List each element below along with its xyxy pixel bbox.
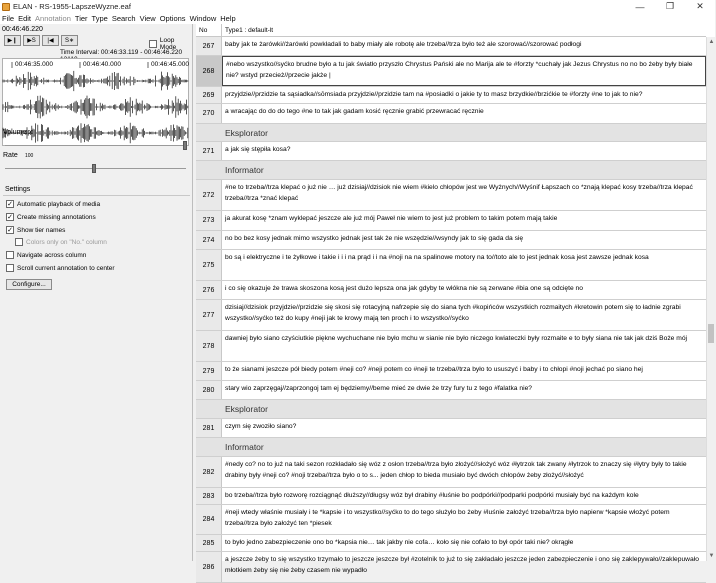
- annotation-text[interactable]: #ne to trzeba//trza klepać o już nie … już dzisiaj//dzisiok nie wiem #kielo chłopów jest we Wyżnych//Wyśnif Łapszach co *znają klepać kosy trzeba//trza klepać trzeba//trza *znać klepać: [225, 184, 695, 202]
- setting-label: Show tier names: [17, 226, 66, 234]
- setting-label: Automatic playback of media: [17, 200, 101, 208]
- annotation-row[interactable]: [196, 142, 706, 161]
- setting-option[interactable]: [6, 226, 65, 234]
- annotation-row[interactable]: [196, 362, 706, 381]
- menu-file[interactable]: File: [2, 14, 15, 23]
- scroll-down-icon[interactable]: ▼: [708, 553, 715, 559]
- row-number: [196, 400, 222, 418]
- annotation-row[interactable]: [196, 505, 706, 535]
- setting-checkbox[interactable]: ✓: [7, 226, 13, 234]
- scroll-up-icon[interactable]: ▲: [708, 39, 715, 45]
- menu-type[interactable]: Type: [91, 14, 108, 23]
- annotation-text[interactable]: to było jedno zabezpieczenie ono bo *kapsia nie… tak jakby nie cofa… koło się nie cofało to był opór taki nie? okrągłe: [225, 539, 574, 546]
- row-number: 273: [196, 211, 222, 230]
- annotation-row[interactable]: [196, 552, 706, 583]
- setting-option[interactable]: [6, 213, 96, 221]
- annotation-row[interactable]: [196, 300, 706, 331]
- row-number: 267: [196, 37, 222, 55]
- annotation-table: [196, 24, 715, 574]
- annotation-row[interactable]: [196, 104, 706, 124]
- volume-value: 100: [25, 130, 34, 136]
- menu-annotation[interactable]: Annotation: [35, 14, 71, 23]
- annotation-row[interactable]: [196, 37, 706, 56]
- setting-label: Colors only on "No." column: [26, 238, 107, 246]
- annotation-row[interactable]: [196, 250, 706, 281]
- row-number: 280: [196, 381, 222, 399]
- annotation-text[interactable]: dzisiaj//dzisiok przyjdzie//przidzie się skosi się rotacyjną nafrzepie się do siana tych #kopińców wszystkich rozmaitych #kretowin potem się to ładnie zgrabi wszystko//syćko też do kupy #neji jak te krowy mają ten proch i to wszystko//syćko: [225, 304, 683, 322]
- tier-name-row[interactable]: [196, 161, 706, 180]
- annotation-text[interactable]: #nebo wszystko//syćko brudne było a tu jak światło przyszło Chrystus Pański ale no Marija ale te #forzty *cuchały jak Jezus Chrystus no no bo żeby były białe nie? wstyd przecież//przecie jakże |: [222, 56, 706, 86]
- volume-label: Volume: [3, 129, 27, 136]
- setting-checkbox[interactable]: [6, 264, 14, 272]
- current-timecode: 00:46:46.220: [2, 26, 43, 33]
- annotation-row[interactable]: [196, 457, 706, 488]
- row-number: 283: [196, 488, 222, 504]
- row-number: 268: [196, 56, 222, 86]
- annotation-row[interactable]: [196, 488, 706, 505]
- loop-mode-checkbox[interactable]: [149, 40, 157, 48]
- tier-name-row[interactable]: [196, 124, 706, 142]
- annotation-text[interactable]: bo są i elektryczne i te żyłkowe i takie i i i na prąd i i na #noji na na spalinowe motory na to//toto ale to jest jednak kosa jest zawsze jednak kosa: [225, 254, 649, 261]
- menu-view[interactable]: View: [139, 14, 156, 23]
- waveform-tick-label: 00:46:45.000: [151, 61, 189, 68]
- volume-slider[interactable]: [5, 145, 186, 146]
- row-number: 269: [196, 87, 222, 103]
- settings-divider: [3, 195, 190, 196]
- tier-name-row[interactable]: [196, 400, 706, 419]
- annotation-text[interactable]: to że sianami jeszcze pół biedy potem #neji co? #neji potem co #neji te trzeba//trza było to ususzyć i baby i to chłopi #noji jechać po siano hej: [225, 366, 643, 373]
- annotation-text[interactable]: czym się zwoziło siano?: [225, 423, 297, 430]
- row-number: [196, 161, 222, 179]
- scrollbar-thumb[interactable]: [708, 324, 714, 343]
- configure-button[interactable]: Configure...: [6, 279, 52, 290]
- setting-option[interactable]: [6, 200, 100, 208]
- step-back-button[interactable]: |◀: [42, 35, 59, 46]
- menu-tier[interactable]: Tier: [74, 14, 88, 23]
- tier-name: Eksplorator: [225, 128, 268, 138]
- setting-label: Navigate across column: [17, 251, 87, 259]
- setting-option[interactable]: [6, 251, 86, 259]
- play-pause-button[interactable]: ▶❙: [4, 35, 21, 46]
- annotation-row[interactable]: [196, 87, 706, 104]
- table-scrollbar[interactable]: [706, 37, 715, 561]
- annotation-row[interactable]: [196, 231, 706, 250]
- annotation-text[interactable]: #nedy co? no to już na taki sezon rozkładało się wóz z osłon trzeba//trza było złożyć//słożyć wóz #łytrzok tak zwany #łytrzok to znaczy się #łytry były to takie drabiny były #neji co? #noji trzeba//trza było o to s... jeden chłop to bieda musiało być dwóch chłopów żeby złożyć//słożyć: [225, 461, 689, 479]
- setting-checkbox[interactable]: ✓: [7, 213, 13, 221]
- annotation-text[interactable]: ja akurat kosę *znam wyklepać jeszcze ale już mój Paweł nie wiem to jest już problem to takim potem mają takie: [225, 215, 558, 222]
- clear-selection-button[interactable]: S∗: [61, 35, 78, 46]
- elan-app-icon: [2, 3, 10, 11]
- menu-window[interactable]: Window: [189, 14, 217, 23]
- waveform-channel: [3, 71, 188, 91]
- row-number: [196, 438, 222, 456]
- row-number: 277: [196, 300, 222, 330]
- annotation-text[interactable]: bo trzeba//trza było rozworę rozciągnąć dłuższy//długsy wóz był drabiny #luśnie bo podpórki//podparki podpórki musiały być na każdym kole: [225, 492, 639, 499]
- annotation-text[interactable]: a jak się stępiła kosa?: [225, 146, 291, 153]
- annotation-text[interactable]: przyjdzie//przidzie ta sąsiadka//sōmsiada przyjdzie//przidzie tam na #posiadki o jakie ty to masz brzydkie//brzićkie te #forzty #ne to jak to nie?: [225, 91, 643, 98]
- annotation-row[interactable]: [196, 419, 706, 438]
- tier-name: Informator: [225, 442, 264, 452]
- tier-name: Informator: [225, 165, 264, 175]
- setting-label: Create missing annotations: [17, 213, 96, 221]
- setting-label: Scroll current annotation to center: [17, 264, 115, 272]
- setting-checkbox[interactable]: [6, 251, 14, 259]
- annotation-row[interactable]: [196, 381, 706, 400]
- left-panel: [0, 24, 193, 561]
- loop-mode-label: Loop Mode: [159, 37, 177, 51]
- annotation-row[interactable]: [196, 211, 706, 231]
- row-number: 276: [196, 281, 222, 299]
- row-number: 284: [196, 505, 222, 534]
- row-number: 272: [196, 180, 222, 210]
- column-header-no[interactable]: No: [196, 24, 222, 36]
- annotation-row[interactable]: [196, 281, 706, 300]
- menu-edit[interactable]: Edit: [18, 14, 32, 23]
- row-number: 270: [196, 104, 222, 123]
- menu-options[interactable]: Options: [159, 14, 186, 23]
- row-number: 274: [196, 231, 222, 249]
- window-title: ELAN - RS-1955-LapszeWyzne.eaf: [13, 2, 131, 11]
- play-selection-button[interactable]: ▶S: [23, 35, 40, 46]
- annotation-row[interactable]: [196, 331, 706, 362]
- menu-bar: [0, 13, 715, 24]
- row-number: 286: [196, 552, 222, 582]
- row-number: 278: [196, 331, 222, 361]
- setting-option[interactable]: [6, 264, 115, 272]
- minimize-icon[interactable]: —: [635, 1, 645, 12]
- tier-name: Eksplorator: [225, 404, 268, 414]
- annotation-text[interactable]: a wracając do do do tego #ne to tak jak gadam kosić ręcznie grabić przewracać ręcznie: [225, 108, 484, 115]
- waveform-channel: [3, 96, 188, 119]
- annotation-text[interactable]: no bo bez kosy jednak mimo wszystko jednak jest tak że nie wszędzie//wsyndy jak to się gada da się: [225, 235, 524, 242]
- rate-value: 100: [25, 153, 34, 159]
- row-number: 282: [196, 457, 222, 487]
- waveform-tick-label: 00:46:35.000: [15, 61, 53, 68]
- volume-slider-thumb[interactable]: [183, 141, 187, 150]
- table-rows: [196, 37, 706, 583]
- setting-option: [15, 238, 107, 246]
- tier-name-row[interactable]: [196, 438, 706, 457]
- annotation-row[interactable]: [196, 535, 706, 552]
- annotation-text[interactable]: baby jak te żarówki//żarówki powkładali to baby miały ale robotę ale trzeba//trza było też ale szorować//szorować podłogi: [225, 41, 582, 48]
- row-number: 275: [196, 250, 222, 280]
- time-interval: Time Interval: 00:46:33.119 - 00:46:46.220: [60, 49, 183, 56]
- annotation-text[interactable]: a jeszcze żeby to się wszystko trzymało to jeszcze jeszcze był #zotelnik to już to się zakładało jeszcze jeden zabezpieczenie i ono się zaklepywało//zaklepuwało młotkiem żeby się nie żeby czasem nie wypadło: [225, 556, 701, 574]
- row-number: 281: [196, 419, 222, 437]
- setting-checkbox[interactable]: ✓: [7, 200, 13, 208]
- annotation-text[interactable]: dawniej było siano czyściutkie piękne wychuchane nie było mchu w sianie nie było niczego kwiateczki były rozmaite e to były siana nie tak jak dziś Boże mój: [225, 335, 688, 342]
- rate-slider-thumb[interactable]: [92, 164, 96, 173]
- row-number: [196, 124, 222, 141]
- annotation-text[interactable]: stary wio zaprzęgaj//zaprzongoj tam ej będziemy//beme mieć ze dwie że trzy fury tu z tego #falatka nie?: [225, 385, 533, 392]
- menu-search[interactable]: Search: [111, 14, 136, 23]
- annotation-row[interactable]: [196, 56, 706, 87]
- setting-checkbox: [15, 238, 23, 246]
- row-number: 279: [196, 362, 222, 380]
- column-header-tier[interactable]: Type1 : default-lt: [225, 27, 274, 34]
- annotation-text[interactable]: #neji wtedy właśnie musiały i te *kapsie i to wszystko//syćko to do tego służyło bo żeby #luśnie założyć trzeba//trza było napierw *kapsie włożyć potem trzeba//trza było założyć ten *piesek: [225, 509, 672, 527]
- close-icon[interactable]: ✕: [696, 1, 704, 11]
- annotation-text[interactable]: i co się okazuje że trawa skoszona kosą jest dużo lepsza ona jak gdyby te włókna nie są zerwane #bia one są odcięte no: [225, 285, 583, 292]
- title-bar: [0, 0, 715, 13]
- maximize-icon[interactable]: ❐: [665, 1, 675, 11]
- settings-title: Settings: [5, 186, 31, 193]
- annotation-row[interactable]: [196, 180, 706, 211]
- rate-label: Rate: [3, 152, 18, 159]
- row-number: 285: [196, 535, 222, 551]
- row-number: 271: [196, 142, 222, 160]
- waveform-tick-label: 00:46:40.000: [83, 61, 121, 68]
- table-header: [196, 24, 706, 37]
- menu-help[interactable]: Help: [220, 14, 236, 23]
- playback-controls: [4, 35, 78, 46]
